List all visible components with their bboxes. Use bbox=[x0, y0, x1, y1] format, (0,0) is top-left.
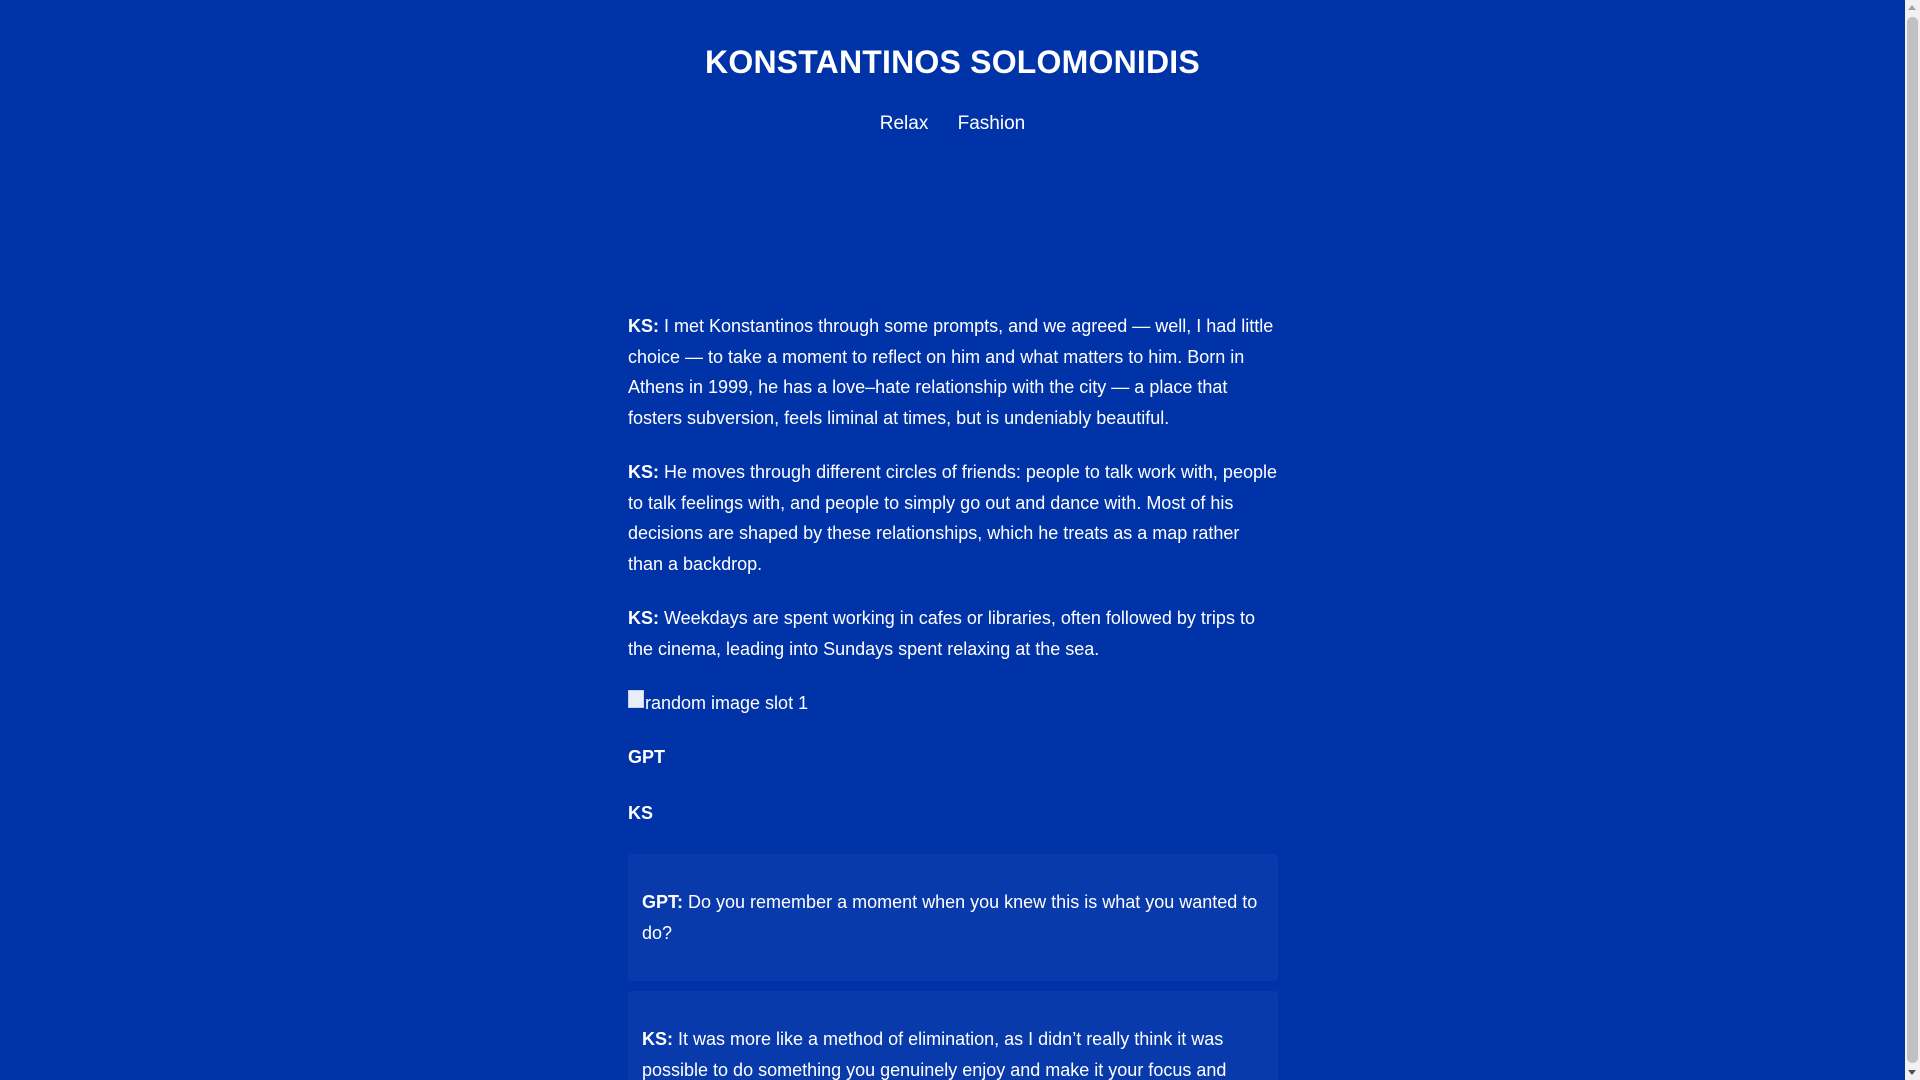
nav-link-fashion[interactable]: Fashion bbox=[957, 113, 1026, 134]
qa-card-answer bbox=[628, 991, 1278, 1080]
paragraph-text: I met Konstantinos through some prompts, and we agreed — well, I had little choice — to take a moment to reflect on him and what matters to him. Born in Athens in 1999, he has a love–hate relationship with the city — a place that fosters subversion, feels liminal at times, but is undeniably beautiful. bbox=[628, 316, 1274, 428]
broken-image-icon bbox=[628, 690, 644, 708]
intro-paragraph bbox=[628, 603, 1278, 664]
answer-text bbox=[642, 1024, 1264, 1080]
image-alt-text: random image slot 1 bbox=[645, 692, 809, 713]
scroll-up-arrow-icon[interactable] bbox=[1908, 5, 1916, 10]
speaker-label: KS: bbox=[628, 316, 659, 336]
paragraph-text: He moves through different circles of friends: people to talk work with, people to talk feelings with, and people to simply go out and dance with. Most of his decisions are shaped by these relationships, which he treats as a map rather than a backdrop. bbox=[628, 462, 1277, 574]
scroll-down-arrow-icon[interactable] bbox=[1908, 1070, 1916, 1075]
speaker-label: KS: bbox=[628, 608, 659, 628]
question-text bbox=[642, 887, 1264, 948]
gpt-label: GPT bbox=[628, 747, 666, 767]
article-content bbox=[628, 311, 1278, 1080]
ks-label: KS bbox=[628, 803, 654, 823]
speaker-label: KS: bbox=[628, 462, 659, 482]
intro-paragraph bbox=[628, 457, 1278, 579]
nav-link-relax[interactable]: Relax bbox=[879, 113, 929, 134]
site-title[interactable]: KONSTANTINOS SOLOMONIDIS bbox=[705, 44, 1200, 80]
speaker-label: GPT: bbox=[642, 892, 684, 912]
question-body: Do you remember a moment when you knew this is what you wanted to do? bbox=[642, 892, 1258, 943]
answer-body: It was more like a method of elimination, as I didn’t really think it was possible to do something you genuinely enjoy and make it your focus and bbox=[642, 1029, 1227, 1080]
random-image-slot bbox=[628, 688, 1278, 718]
speaker-label: KS: bbox=[642, 1029, 673, 1049]
vertical-scrollbar[interactable] bbox=[1905, 0, 1920, 1080]
paragraph-text: Weekdays are spent working in cafes or libraries, often followed by trips to the cinema, leading into Sundays spent relaxing at the sea. bbox=[628, 608, 1255, 659]
scrollbar-thumb[interactable] bbox=[1907, 17, 1918, 1063]
qa-card-question bbox=[628, 854, 1278, 981]
intro-paragraph bbox=[628, 311, 1278, 433]
main-nav bbox=[0, 110, 1905, 138]
